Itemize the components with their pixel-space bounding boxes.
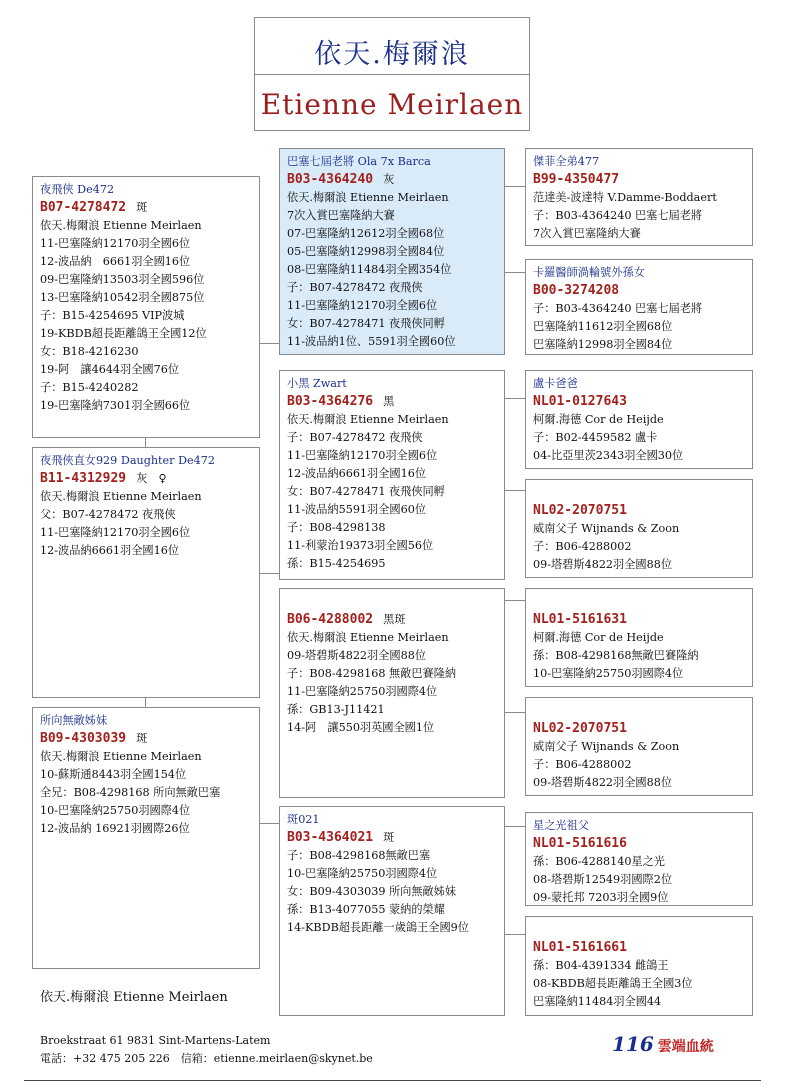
pedigree-card-ancestor xyxy=(525,916,753,1016)
card-line: 11-巴塞隆納12170羽全國6位 xyxy=(40,237,191,250)
pigeon-name: 小黑 Zwart xyxy=(287,377,347,390)
card-line: 依天.梅爾浪 Etienne Meirlaen xyxy=(40,490,202,503)
card-line: 威南父子 Wijnands & Zoon xyxy=(533,522,680,535)
pigeon-color: 黑斑 xyxy=(383,613,406,626)
card-line: 孫：B15-4254695 xyxy=(287,557,386,570)
pigeon-name: 盧卡爸爸 xyxy=(533,377,578,390)
connector-line xyxy=(504,398,525,399)
card-line: 09-塔碧斯4822羽全國88位 xyxy=(533,558,673,571)
card-line: 7次入賞巴塞隆納大賽 xyxy=(533,227,641,240)
card-line: 孫：B06-4288140星之光 xyxy=(533,855,665,868)
card-line: 11-巴塞隆納12170羽全國6位 xyxy=(287,299,438,312)
card-line: 孫：GB13-J11421 xyxy=(287,703,385,716)
pigeon-name: 夜飛俠直女929 Daughter De472 xyxy=(40,454,216,467)
ring-number: B06-4288002 xyxy=(287,612,374,627)
card-line: 子：B08-4298138 xyxy=(287,521,386,534)
card-line: 11-巴塞隆納25750羽國際4位 xyxy=(287,685,438,698)
logo-text: 雲端血統 xyxy=(657,1039,714,1055)
breeder-name: 依天.梅爾浪 Etienne Meirlaen xyxy=(40,990,228,1005)
card-line: 女：B07-4278471 夜飛俠同孵 xyxy=(287,485,445,498)
ring-number: NL01-5161616 xyxy=(533,836,627,851)
card-line: 子：B03-4364240 巴塞七屆老將 xyxy=(533,209,703,222)
pedigree-card-subject xyxy=(32,176,260,438)
card-line: 09-塔碧斯4822羽全國88位 xyxy=(287,649,427,662)
pedigree-card-grandsire xyxy=(279,588,505,798)
logo-number: 116 xyxy=(612,1032,654,1056)
card-line: 11-巴塞隆納12170羽全國6位 xyxy=(287,449,438,462)
ring-number: NL01-5161661 xyxy=(533,940,627,955)
card-line: 11-波品納5591羽全國60位 xyxy=(287,503,427,516)
card-line: 柯爾.海德 Cor de Heijde xyxy=(533,413,664,426)
breeder-address: Broekstraat 61 9831 Sint-Martens-Latem xyxy=(40,1034,271,1047)
pedigree-card-ancestor xyxy=(525,479,753,578)
breeder-contact xyxy=(40,1032,373,1068)
pigeon-name xyxy=(533,484,746,502)
connector-line xyxy=(504,186,525,187)
card-line: 依天.梅爾浪 Etienne Meirlaen xyxy=(287,191,449,204)
card-line: 巴塞隆納11612羽全國68位 xyxy=(533,320,673,333)
card-line: 19-巴塞隆納7301羽全國66位 xyxy=(40,399,191,412)
card-line: 子：B08-4298168無敵巴塞 xyxy=(287,849,431,862)
ring-number: NL01-5161631 xyxy=(533,612,627,627)
card-line: 子：B03-4364240 巴塞七屆老將 xyxy=(533,302,703,315)
card-line: 子：B08-4298168 無敵巴賽隆納 xyxy=(287,667,457,680)
connector-line xyxy=(504,934,525,935)
card-line: 女：B09-4303039 所向無敵姊妹 xyxy=(287,885,457,898)
pigeon-name xyxy=(287,593,498,611)
ring-number: B03-4364021 xyxy=(287,830,374,845)
card-line: 07-巴塞隆納12612羽全國68位 xyxy=(287,227,445,240)
connector-line xyxy=(504,600,525,601)
card-line: 08-KBDB超長距離鴿王全國3位 xyxy=(533,977,693,990)
ring-number: B99-4350477 xyxy=(533,172,620,187)
pigeon-name: 傑菲全弟477 xyxy=(533,155,600,168)
connector-line xyxy=(145,437,146,447)
page-title-chinese: 依天.梅爾浪 xyxy=(314,39,470,70)
connector-line xyxy=(504,490,525,491)
pedigree-card-ancestor xyxy=(525,812,753,906)
card-line: 12-波品納 6661羽全國16位 xyxy=(40,255,191,268)
ring-number: NL02-2070751 xyxy=(533,721,627,736)
connector-line xyxy=(504,272,525,273)
pedigree-card-dam xyxy=(279,370,505,580)
pedigree-card-ancestor xyxy=(525,259,753,355)
card-line: 女：B07-4278471 夜飛俠同孵 xyxy=(287,317,445,330)
ring-number: B07-4278472 xyxy=(40,200,127,215)
card-line: 依天.梅爾浪 Etienne Meirlaen xyxy=(287,413,449,426)
card-line: 孫：B13-4077055 蒙納的榮耀 xyxy=(287,903,445,916)
pigeon-name xyxy=(533,921,746,939)
connector-line xyxy=(259,343,279,344)
card-line: 10-巴塞隆納25750羽國際4位 xyxy=(40,804,191,817)
card-line: 19-阿 讓4644羽全國76位 xyxy=(40,363,180,376)
ring-number: B03-4364240 xyxy=(287,172,374,187)
pedigree-card-ancestor xyxy=(525,370,753,469)
connector-line xyxy=(259,823,279,824)
pedigree-card-ancestor xyxy=(525,588,753,687)
card-line: 依天.梅爾浪 Etienne Meirlaen xyxy=(40,750,202,763)
card-line: 08-塔碧斯12549羽國際2位 xyxy=(533,873,673,886)
pigeon-name: 斑021 xyxy=(287,813,320,826)
card-line: 10-巴塞隆納25750羽國際4位 xyxy=(533,667,684,680)
pigeon-color: 灰 xyxy=(383,173,395,186)
card-line: 孫：B08-4298168無敵巴賽隆納 xyxy=(533,649,699,662)
connector-line xyxy=(145,697,146,707)
card-line: 11-利蒙治19373羽全國56位 xyxy=(287,539,434,552)
card-line: 范達美-波達特 V.Damme-Boddaert xyxy=(533,191,717,204)
pigeon-name xyxy=(533,702,746,720)
card-line: 依天.梅爾浪 Etienne Meirlaen xyxy=(40,219,202,232)
connector-line xyxy=(504,712,525,713)
card-line: 子：B07-4278472 夜飛俠 xyxy=(287,281,423,294)
pedigree-card-sire xyxy=(279,148,505,355)
card-line: 11-巴塞隆納12170羽全國6位 xyxy=(40,526,191,539)
page-title-english: Etienne Meirlaen xyxy=(260,88,524,121)
card-line: 子：B06-4288002 xyxy=(533,540,632,553)
card-line: 子：B15-4240282 xyxy=(40,381,139,394)
card-line: 10-蘇斯通8443羽全國154位 xyxy=(40,768,187,781)
card-line: 13-巴塞隆納10542羽全國875位 xyxy=(40,291,205,304)
pigeon-color: 黑 xyxy=(383,395,395,408)
pigeon-name: 所向無敵姊妹 xyxy=(40,714,108,727)
pigeon-color: 斑 xyxy=(136,201,148,214)
card-line: 子：B06-4288002 xyxy=(533,758,632,771)
pedigree-card-granddam xyxy=(279,806,505,1016)
ring-number: B03-4364276 xyxy=(287,394,374,409)
card-line: 19-KBDB超長距離鴿王全國12位 xyxy=(40,327,207,340)
title-box xyxy=(254,17,530,131)
card-line: 巴塞隆納12998羽全國84位 xyxy=(533,338,673,351)
pigeon-name: 卡羅醫師渦輪號外孫女 xyxy=(533,266,645,279)
pedigree-card-ancestor xyxy=(525,148,753,246)
pigeon-color: 斑 xyxy=(383,831,395,844)
card-line: 子：B02-4459582 盧卡 xyxy=(533,431,658,444)
pigeon-color: 灰 ♀ xyxy=(136,472,167,485)
ring-number: NL02-2070751 xyxy=(533,503,627,518)
card-line: 孫：B04-4391334 雌鴿王 xyxy=(533,959,669,972)
card-line: 04-比亞里茨2343羽全國30位 xyxy=(533,449,684,462)
card-line: 女：B18-4216230 xyxy=(40,345,139,358)
card-line: 7次入賞巴塞隆納大賽 xyxy=(287,209,395,222)
card-line: 10-巴塞隆納25750羽國際4位 xyxy=(287,867,438,880)
card-line: 09-巴塞隆納13503羽全國596位 xyxy=(40,273,205,286)
title-divider xyxy=(255,74,529,75)
card-line: 子：B15-4254695 VIP波城 xyxy=(40,309,185,322)
card-line: 09-蒙托邦 7203羽全國9位 xyxy=(533,891,669,904)
card-line: 12-波品納6661羽全國16位 xyxy=(40,544,180,557)
card-line: 12-波品納 16921羽國際26位 xyxy=(40,822,190,835)
ring-number: NL01-0127643 xyxy=(533,394,627,409)
card-line: 14-KBDB超長距離一歲鴿王全國9位 xyxy=(287,921,469,934)
pigeon-name xyxy=(533,593,746,611)
card-line: 巴塞隆納11484羽全國44 xyxy=(533,995,662,1008)
card-line: 12-波品納6661羽全國16位 xyxy=(287,467,427,480)
pigeon-color: 斑 xyxy=(136,732,148,745)
ring-number: B11-4312929 xyxy=(40,471,127,486)
card-line: 08-巴塞隆納11484羽全國354位 xyxy=(287,263,452,276)
card-line: 09-塔碧斯4822羽全國88位 xyxy=(533,776,673,789)
brand-logo xyxy=(612,1032,720,1056)
card-line: 父：B07-4278472 夜飛俠 xyxy=(40,508,176,521)
card-line: 威南父子 Wijnands & Zoon xyxy=(533,740,680,753)
card-line: 全兄：B08-4298168 所向無敵巴塞 xyxy=(40,786,221,799)
pedigree-card-sibling-sister xyxy=(32,707,260,969)
pigeon-name: 星之光祖父 xyxy=(533,819,589,832)
connector-line xyxy=(259,573,279,574)
connector-line xyxy=(504,826,525,827)
breeder-phone-email: 電話：+32 475 205 226 信箱：etienne.meirlaen@skynet.be xyxy=(40,1052,373,1065)
pigeon-name: 夜飛俠 De472 xyxy=(40,183,115,196)
card-line: 05-巴塞隆納12998羽全國84位 xyxy=(287,245,445,258)
pedigree-card-ancestor xyxy=(525,697,753,796)
card-line: 柯爾.海德 Cor de Heijde xyxy=(533,631,664,644)
card-line: 14-阿 讓550羽英國全國1位 xyxy=(287,721,435,734)
pedigree-card-sibling-daughter xyxy=(32,447,260,698)
card-line: 依天.梅爾浪 Etienne Meirlaen xyxy=(287,631,449,644)
bottom-divider xyxy=(24,1080,761,1081)
ring-number: B09-4303039 xyxy=(40,731,127,746)
card-line: 子：B07-4278472 夜飛俠 xyxy=(287,431,423,444)
pigeon-name: 巴塞七屆老將 Ola 7x Barca xyxy=(287,155,431,168)
ring-number: B00-3274208 xyxy=(533,283,620,298)
card-line: 11-波品納1位、5591羽全國60位 xyxy=(287,335,456,348)
